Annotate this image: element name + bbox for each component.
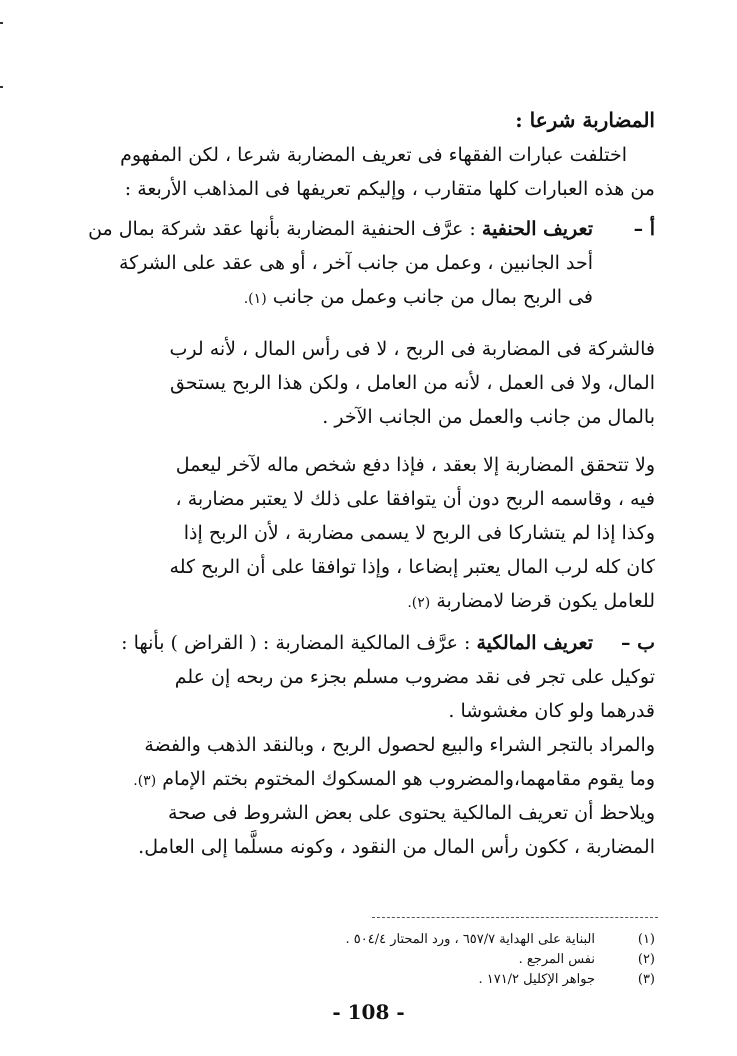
text-line: بالمال من جانب والعمل من الجانب الآخر . <box>322 406 655 428</box>
text-line <box>75 212 655 246</box>
hanafi-definition <box>75 212 655 316</box>
text-line: توكيل على تجر فى نقد مضروب مسلم بجزء من ربحه إن علم <box>174 666 655 688</box>
definition-title: تعريف المالكية <box>476 632 593 654</box>
definition-text: : عرَّف الحنفية المضاربة بأنها عقد شركة بمال من <box>88 218 476 240</box>
partnership-paragraph <box>75 332 655 434</box>
text-line: والمراد بالتجر الشراء والبيع لحصول الربح ، وبالنقد الذهب والفضة <box>144 734 655 756</box>
text-line: كان كله لرب المال يعتبر إبضاعا ، وإذا توافقا على أن الربح كله <box>169 556 655 578</box>
text-line: المضاربة ، ككون رأس المال من النقود ، وكونه مسلَّما إلى العامل. <box>138 836 655 858</box>
definition-title: تعريف الحنفية <box>481 218 593 240</box>
text-line: من هذه العبارات كلها متقارب ، وإليكم تعريفها فى المذاهب الأربعة : <box>124 178 655 200</box>
footnote-number: (١) <box>637 932 655 947</box>
text-line: اختلفت عبارات الفقهاء فى تعريف المضاربة شرعا ، لكن المفهوم <box>120 144 627 166</box>
footnote-ref: (٣). <box>133 773 157 789</box>
text-line: المال، ولا فى العمل ، لأنه من العامل ، ولكن هذا الربح يستحق <box>170 372 655 394</box>
text-line <box>75 626 655 660</box>
footnote-ref: (١). <box>243 291 267 307</box>
footnote-text: جواهر الإكليل ١٧١/٢ . <box>478 972 595 987</box>
footnote <box>75 950 655 970</box>
footnote-number: (٣) <box>637 972 655 987</box>
text-line <box>75 762 655 798</box>
conditions-paragraph <box>75 448 655 620</box>
text-line: فيه ، وقاسمه الربح دون أن يتوافقا على ذلك لا يعتبر مضاربة ، <box>175 488 655 510</box>
footnote-divider <box>372 917 658 918</box>
paragraph-text: وما يقوم مقامهما،والمضروب هو المسكوك المختوم بختم الإمام <box>162 768 655 790</box>
footnotes <box>75 930 655 990</box>
maliki-definition <box>75 626 655 728</box>
text-line: فالشركة فى المضاربة فى الربح ، لا فى رأس المال ، لأنه لرب <box>169 338 655 360</box>
paragraph-text: للعامل يكون قرضا لامضاربة <box>436 590 655 612</box>
text-line: أحد الجانبين ، وعمل من جانب آخر ، أو هى عقد على الشركة <box>118 252 593 274</box>
meaning-paragraph <box>75 728 655 798</box>
footnote <box>75 930 655 950</box>
text-line: وكذا إذا لم يتشاركا فى الربح لا يسمى مضاربة ، لأن الربح إذا <box>183 522 655 544</box>
scan-edge-mark <box>0 86 3 88</box>
footnote-number: (٢) <box>637 952 655 967</box>
scan-edge-mark <box>0 22 3 24</box>
text-line: ولا تتحقق المضاربة إلا بعقد ، فإذا دفع شخص ماله لآخر ليعمل <box>175 454 655 476</box>
item-marker: أ – <box>633 218 655 240</box>
definition-text: : عرَّف المالكية المضاربة : ( القراض ) بأنها : <box>121 632 471 654</box>
text-line <box>75 280 655 316</box>
footnote <box>75 970 655 990</box>
intro-paragraph <box>75 138 655 206</box>
footnote-text: البناية على الهداية ٦٥٧/٧ ، ورد المحتار ٥٠٤/٤ . <box>345 932 595 947</box>
text-line <box>75 584 655 620</box>
page-number: - 108 - <box>332 1000 405 1024</box>
text-line: قدرهما ولو كان مغشوشا . <box>448 700 655 722</box>
footnote-text: نفس المرجع . <box>518 952 595 967</box>
definition-text: فى الربح بمال من جانب وعمل من جانب <box>272 286 593 308</box>
section-heading: المضاربة شرعا : <box>515 108 655 132</box>
item-marker: ب – <box>620 632 655 654</box>
text-line: ويلاحظ أن تعريف المالكية يحتوى على بعض الشروط فى صحة <box>167 802 655 824</box>
footnote-ref: (٢). <box>407 595 431 611</box>
note-paragraph <box>75 796 655 864</box>
